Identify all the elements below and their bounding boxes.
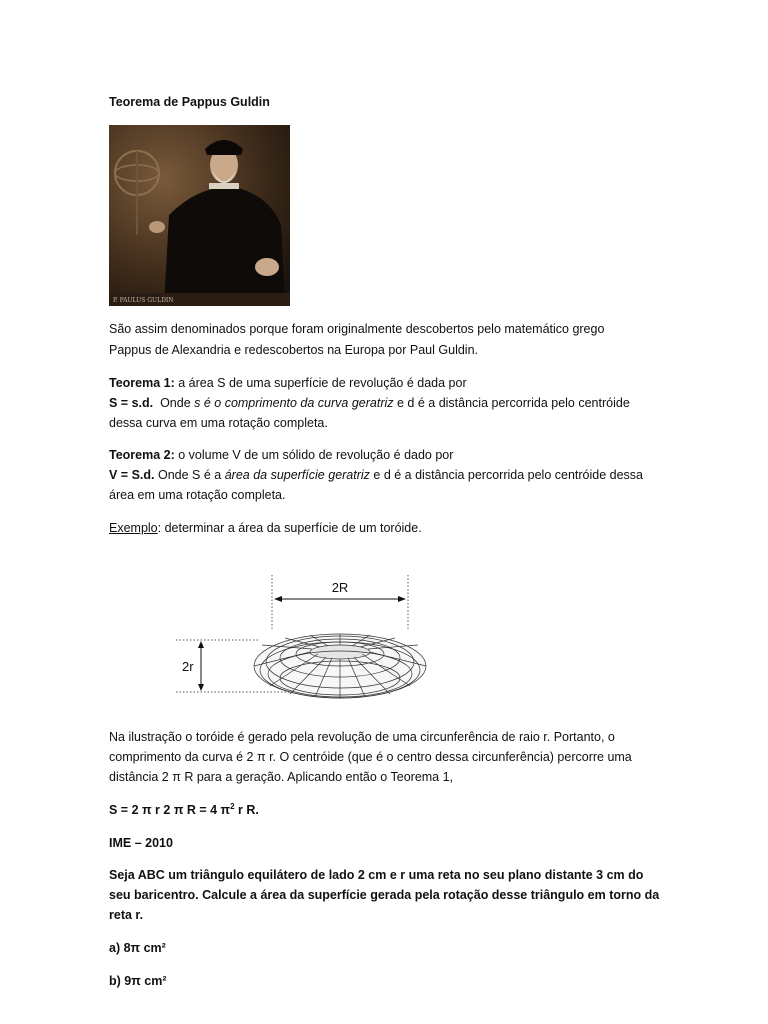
label-2R: 2R [331,580,349,595]
option-b: b) 9π cm² [109,974,167,988]
teorema-2-formula: V = S.d. [109,468,155,482]
teorema-2-line-2: V = S.d. Onde S é a área da superfície geratriz e d é a distância percorrida pelo centróide dessa [109,468,644,482]
label-2r: 2r [182,659,194,674]
ime-heading: IME – 2010 [109,836,173,850]
problem-line-2: seu baricentro. Calcule a área da superfície gerada pela rotação desse triângulo em torno da [109,888,660,902]
teorema-1-label: Teorema 1: [109,376,175,390]
teorema-1-line-3: dessa curva em uma rotação completa. [109,416,328,430]
intro-line-1: São assim denominados porque foram originalmente descobertos pelo matemático grego [109,322,605,336]
result-formula: S = 2 π r 2 π R = 4 $\pi^2$ r R. [109,801,259,817]
teorema-1-text: a área S de uma superfície de revolução é dada por [174,376,467,390]
explanation-line-1: Na ilustração o toróide é gerado pela revolução de uma circunferência de raio r. Portanto, o [109,730,615,744]
problem-line-1: Seja ABC um triângulo equilátero de lado 2 cm e r uma reta no seu plano distante 3 cm do [109,868,644,882]
explanation-line-3: distância 2 π R para a geração. Aplicando então o Teorema 1, [109,770,454,784]
teorema-2-italic: área da superfície geratriz [224,468,370,482]
portrait-caption: P. PAULUS GULDIN [113,297,174,304]
result-exponent: 2 [230,801,235,811]
exemplo-label: Exemplo [109,521,158,535]
teorema-1-italic: s é o comprimento da curva geratriz [194,396,394,410]
intro-line-2: Pappus de Alexandria e redescobertos na Europa por Paul Guldin. [109,343,478,357]
teorema-1-line-2: S = s.d. Onde s é o comprimento da curva geratriz e d é a distância percorrida pelo centróide [109,396,630,410]
explanation-line-2: comprimento da curva é 2 π r. O centróide (que é o centro dessa circunferência) percorre uma [109,750,632,764]
page-title: Teorema de Pappus Guldin [109,95,270,109]
teorema-2-line-1: Teorema 2: o volume V de um sólido de revolução é dado por [109,448,454,462]
guldin-portrait-image [109,125,290,306]
teorema-2-line-3: área em uma rotação completa. [109,488,286,502]
teorema-2-label: Teorema 2: [109,448,175,462]
teorema-1-formula: S = s.d. [109,396,154,410]
teorema-1-line-1 [109,373,467,393]
problem-line-3: reta r. [109,908,144,922]
exemplo-line: Exemplo: determinar a área da superfície de um toróide. [109,521,422,535]
toroid-figure [170,570,450,700]
option-a: a) 8π cm² [109,941,166,955]
